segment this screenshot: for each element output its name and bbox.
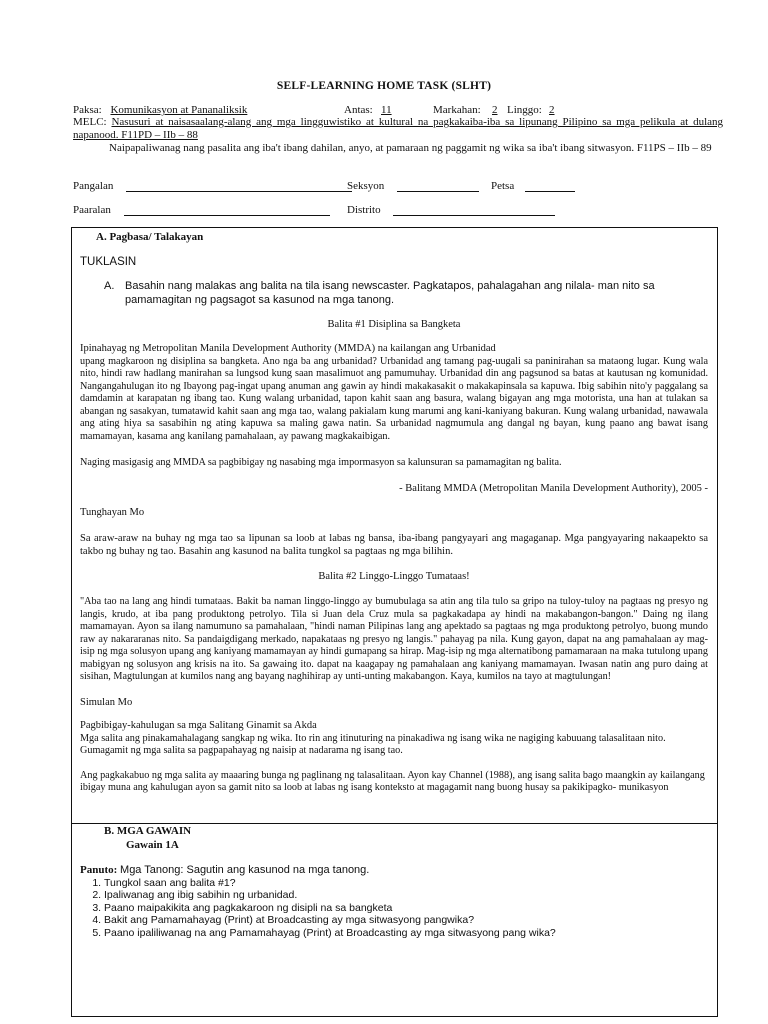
document-title: SELF-LEARNING HOME TASK (SLHT) [276, 80, 492, 92]
petsa-label: Petsa [491, 180, 515, 192]
pagbibigay-text2: Ang pagkakabuo ng mga salita ay maaaring bunga ng paglinang ng talasalitaan. Ayon kay Channel (1988), ang isang salita bago maangkin ay kailangang ibigay muna ang kahulugan ayon sa gamit nito sa loob at labas ng isang konteksto at magagamit nang buong husay sa pakikipagko- munikasyon [80, 770, 705, 794]
paksa-label: Paksa: [73, 104, 102, 116]
question-item: 2. Ipaliwanag ang ibig sabihin ng urbanidad. [104, 889, 714, 901]
pangalan-field[interactable] [73, 180, 352, 192]
question-item: 3. Paano maipakikita ang pagkakaroon ng disipli na sa bangketa [104, 902, 714, 914]
linggo-value: 2 [549, 104, 555, 116]
seksyon-label: Seksyon [347, 180, 385, 192]
panuto-label: Panuto: [80, 864, 118, 876]
instruction-letter: A. [104, 280, 115, 292]
petsa-line[interactable] [525, 181, 575, 192]
markahan-value: 2 [492, 104, 498, 116]
question-item: 4. Bakit ang Pamamahayag (Print) at Broadcasting ay mga sitwasyong pangwika? [104, 914, 714, 926]
melc-label: MELC: [73, 116, 107, 128]
melc2-text: Naipapaliwanag nang pasalita ang iba't ibang dahilan, anyo, at pamaraan ng paggamit ng wika sa iba't ibang sitwasyon. F11PS – IIb – 89 [109, 142, 712, 154]
paksa-value: Komunikasyon at Pananaliksik [110, 104, 248, 116]
melc-block [73, 116, 723, 142]
melc-text: Nasusuri at naisasaalang-alang ang mga lingguwistiko at kultural na pagkakaiba-iba sa lipunang Pilipino sa mga pelikula at dulang napanood. F11PD – IIb – 88 [73, 116, 724, 141]
questions-list [74, 877, 714, 939]
tunghayan-text: Sa araw-araw na buhay ng mga tao sa lipunan sa loob at labas ng bansa, iba-ibang pangyayari ang magaganap. Mga pangyayaring nakaapekto sa takbo ng buhay ng tao. Basahin ang kasunod na balita tungkol sa pagtaas ng mga bilihin. [80, 533, 708, 557]
section-divider [71, 823, 718, 824]
distrito-field[interactable] [347, 204, 555, 216]
seksyon-line[interactable] [397, 181, 479, 192]
section-a-heading: A. Pagbasa/ Talakayan [96, 231, 204, 243]
paaralan-line[interactable] [124, 205, 330, 216]
balita1-body: upang magkaroon ng disiplina sa bangketa. Ano nga ba ang urbanidad? Urbanidad ang tamang pag-uugali sa paninirahan sa mataong lugar. Kung wala nito, hindi raw hadlang manirahan sa lungsod kung saan masalimuot ang pamumuhay. Urbanidad din ang pagsunod sa batas at kautusan ng komunidad. Nangangahulugan ito ng Ibayong pag-ingat upang anuman ang gawin ay hindi makakasakit o makakapinsala sa kapuwa. Ibig sabihin nito'y paggalang sa damdamin at karapatan ng ibang tao. Kung walang urbanidad, tapon kahit saan ang basura, walang bigayan ang mga motorista, una han at tulakan sa abangan ng sasakyan, tumatawid kahit saan ang mga tao, walang pakialam kung marumi ang kani-kaniyang bakuran. Kung walang urbanidad, nawawala ang ating hiya sa sasabihin ng ating kapuwa sa maling gawa natin. Sa urbanidad nagmumula ang dangal ng bayan, kung paano ang bawat isang mamamayan, kasama ang kanilang pamahalaan, ay pawang magkakaibigan. [80, 356, 708, 442]
distrito-line[interactable] [393, 205, 555, 216]
tunghayan-heading: Tunghayan Mo [80, 507, 145, 518]
gawain-heading: Gawain 1A [126, 839, 179, 851]
markahan-label: Markahan: [433, 104, 481, 116]
balita1-title: Balita #1 Disiplina sa Bangketa [327, 319, 461, 330]
question-item: 5. Paano ipaliliwanag na ang Pamamahayag (Print) at Broadcasting ay mga sitwasyong pang wika? [104, 927, 714, 939]
antas-value: 11 [381, 104, 392, 116]
pangalan-label: Pangalan [73, 180, 114, 192]
panuto-text: Mga Tanong: Sagutin ang kasunod na mga tanong. [120, 864, 370, 876]
pagbibigay-text1: Mga salita ang pinakamahalagang sangkap ng wika. Ito rin ang itinuturing na pinakadiwa ng isang wika ne nagiging kabuuang talasalitaan nito. Gumagamit ng mga salita sa pagpapahayag ng naisip at nadarama ng isang tao. [80, 733, 666, 757]
balita1-source: - Balitang MMDA (Metropolitan Manila Development Authority), 2005 - [399, 483, 708, 494]
section-b-heading: B. MGA GAWAIN [104, 825, 192, 837]
distrito-label: Distrito [347, 204, 381, 216]
balita1-last: Naging masigasig ang MMDA sa pagbibigay ng nasabing mga impormasyon sa kalunsuran sa pamamagitan ng balita. [80, 457, 562, 468]
petsa-field[interactable] [491, 180, 575, 192]
seksyon-field[interactable] [347, 180, 479, 192]
balita2-body: "Aba tao na lang ang hindi tumataas. Bakit ba naman linggo-linggo ay bumubulaga sa atin ang tila tulo sa gripo na tuloy-tuloy na pagtaas ng presyo ng langis, krudo, at iba pang produktong petrolyo. Tila si Juan dela Cruz mula sa pagkakadapa ay hindi na makabangon-bangon." Daing ng ilang mamamayan. Ayon sa ilang namumuno sa pamahalaan, "hindi naman Pilipinas lang ang apektado sa pagtaas ng mga produktong petrolyo, buong mundo raw ay nakararanas nito. Sa pandaigdigang merkado, napakataas ng presyo ng langis." pahayag pa nila. Kung gayon, dapat na ang pamahalaan ay mag-isip ng mga solusyon upang ang kaniyang mamamayan ay hindi gumapang sa hirap. Mag-isip ng mga alternatibong pamamaraan na maka tutulong upang mabigyan ng solusyon ang krisis na ito. Sa gawaing ito. dapat na kaagapay ng pamahalaan ang kaniyang mamamayan. Iwasan natin ang puro daing at sisihan, Magtulungan at kumilos nang ang bayang naghihirap ay unti-unting makabangon. Kaya, kumilos na tayo at magtulungan! [80, 596, 708, 682]
panuto-row [80, 864, 369, 876]
antas-label: Antas: [344, 104, 373, 116]
tuklasin-heading: TUKLASIN [80, 256, 137, 268]
balita2-title: Balita #2 Linggo-Linggo Tumataas! [318, 571, 470, 582]
simulan-heading: Simulan Mo [80, 697, 133, 708]
linggo-label: Linggo: [507, 104, 542, 116]
balita1-lead: Ipinahayag ng Metropolitan Manila Development Authority (MMDA) na kailangan ang Urbanidad [80, 343, 496, 354]
pangalan-line[interactable] [126, 181, 352, 192]
paaralan-label: Paaralan [73, 204, 111, 216]
instruction-text: Basahin nang malakas ang balita na tila isang newscaster. Pagkatapos, pahalagahan ang nilala- man nito sa pamamagitan ng pagsagot sa kasunod na mga tanong. [125, 280, 655, 306]
question-item: 1. Tungkol saan ang balita #1? [104, 877, 714, 889]
pagbibigay-heading: Pagbibigay-kahulugan sa mga Salitang Ginamit sa Akda [80, 720, 317, 731]
paaralan-field[interactable] [73, 204, 330, 216]
